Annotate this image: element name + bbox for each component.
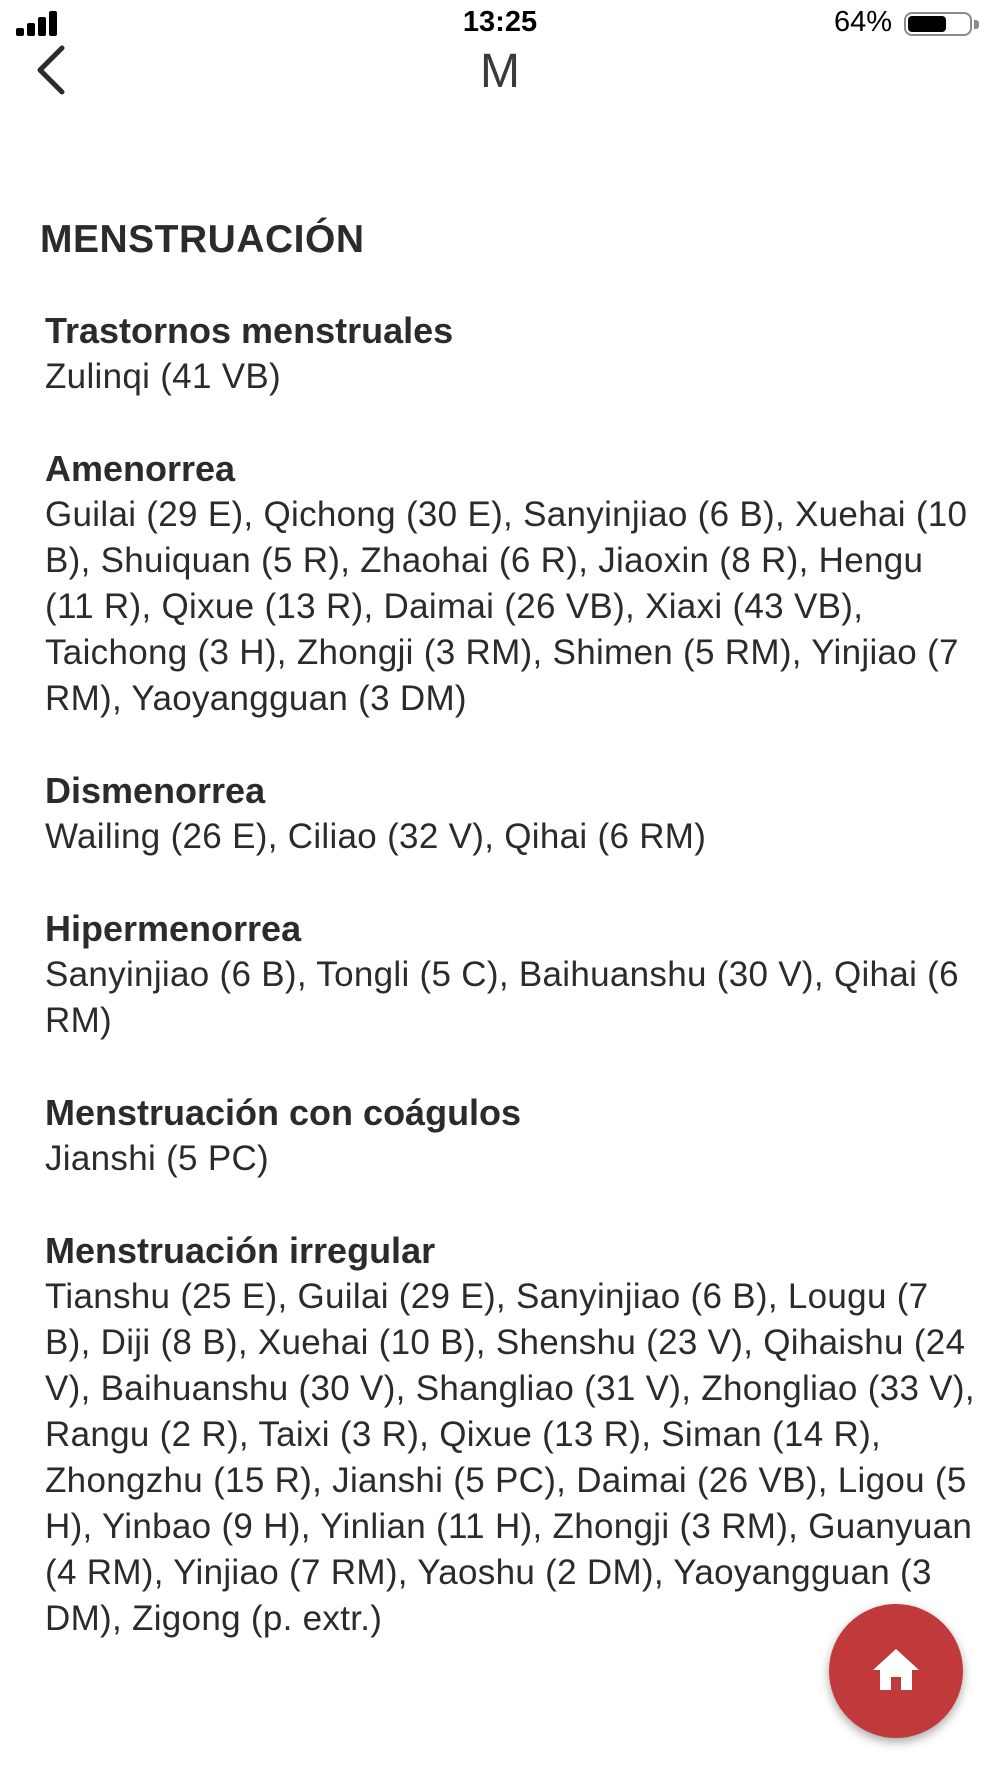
entry-title: Dismenorrea bbox=[45, 770, 266, 811]
entry-points: Zulinqi (41 VB) bbox=[45, 357, 281, 396]
entry-points: Guilai (29 E), Qichong (30 E), Sanyinjiao (6 B), Xuehai (10 B), Shuiquan (5 R), Zhaohai (6 R), Jiaoxin (8 R), Hengu (11 R), Qixue (13 R), Daimai (26 VB), Xiaxi (43 VB), Taichong (3 H), Zhongji (3 RM), Shimen (5 RM), Yinjiao (7 RM), Yaoyangguan (3 DM) bbox=[45, 495, 968, 718]
entry-points: Jianshi (5 PC) bbox=[45, 1139, 269, 1178]
status-time: 13:25 bbox=[462, 6, 538, 38]
battery-icon bbox=[904, 12, 982, 38]
home-button[interactable] bbox=[829, 1604, 963, 1738]
entry-title: Menstruación irregular bbox=[45, 1230, 436, 1271]
entry-menstruacion-irregular bbox=[45, 1228, 975, 1642]
battery-percent: 64% bbox=[833, 6, 892, 38]
entry-trastornos-menstruales bbox=[45, 308, 975, 400]
entry-amenorrea bbox=[45, 446, 975, 722]
entry-title: Amenorrea bbox=[45, 448, 236, 489]
entry-menstruacion-con-coagulos bbox=[45, 1090, 975, 1182]
entry-points: Tianshu (25 E), Guilai (29 E), Sanyinjiao (6 B), Lougu (7 B), Diji (8 B), Xuehai (10 B), Shenshu (23 V), Qihaishu (24 V), Baihuanshu (30 V), Shangliao (31 V), Zhongliao (33 V), Rangu (2 R), Taixi (3 R), Qixue (13 R), Siman (14 R), Zhongzhu (15 R), Jianshi (5 PC), Daimai (26 VB), Ligou (5 H), Yinbao (9 H), Yinlian (11 H), Zhongji (3 RM), Guanyuan (4 RM), Yinjiao (7 RM), Yaoshu (2 DM), Yaoyangguan (3 DM), Zigong (p. extr.) bbox=[45, 1277, 975, 1638]
entry-points: Sanyinjiao (6 B), Tongli (5 C), Baihuanshu (30 V), Qihai (6 RM) bbox=[45, 955, 959, 1040]
entry-points: Wailing (26 E), Ciliao (32 V), Qihai (6 RM) bbox=[45, 817, 707, 856]
entry-list bbox=[45, 308, 975, 1688]
entry-dismenorrea bbox=[45, 768, 975, 860]
nav-bar bbox=[0, 40, 1000, 110]
nav-title: M bbox=[480, 45, 520, 98]
entry-title: Trastornos menstruales bbox=[45, 310, 454, 351]
entry-title: Hipermenorrea bbox=[45, 908, 302, 949]
entry-title: Menstruación con coágulos bbox=[45, 1092, 522, 1133]
home-icon bbox=[870, 1644, 922, 1696]
section-title: MENSTRUACIÓN bbox=[40, 218, 365, 261]
entry-hipermenorrea bbox=[45, 906, 975, 1044]
